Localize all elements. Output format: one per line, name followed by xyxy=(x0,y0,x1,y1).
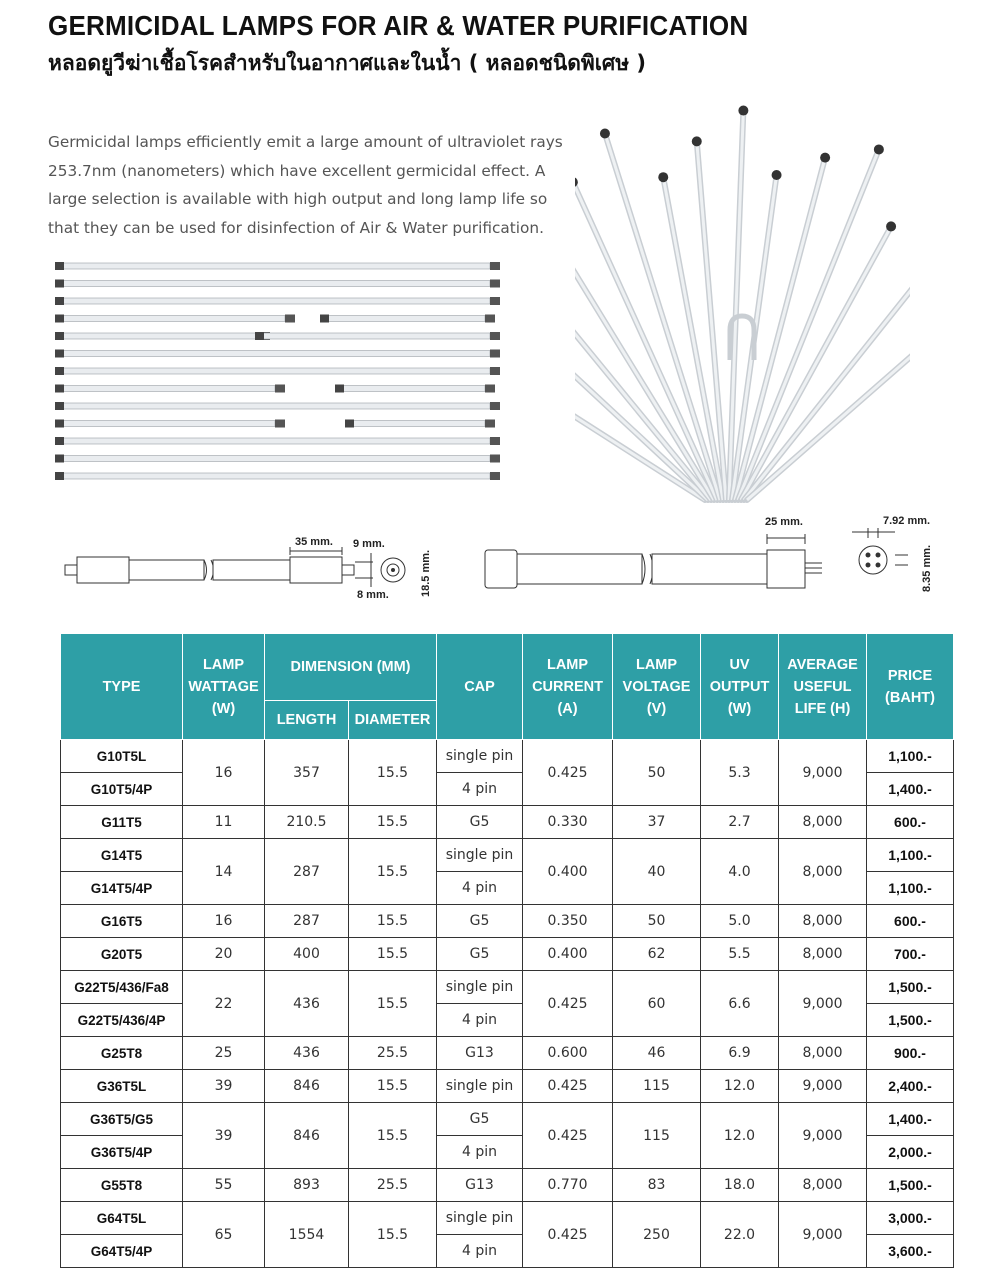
cell-current: 0.425 xyxy=(523,1202,613,1268)
cell-cap: 4 pin xyxy=(437,1004,523,1037)
cell-voltage: 115 xyxy=(613,1103,701,1169)
cell-uv: 4.0 xyxy=(701,839,779,905)
cell-life: 9,000 xyxy=(779,1202,867,1268)
cell-life: 9,000 xyxy=(779,1103,867,1169)
cell-price: 1,100.- xyxy=(867,839,954,872)
cell-voltage: 62 xyxy=(613,938,701,971)
cell-life: 8,000 xyxy=(779,806,867,839)
cell-diameter: 15.5 xyxy=(349,806,437,839)
table-row xyxy=(61,1037,954,1070)
cell-type: G25T8 xyxy=(61,1037,183,1070)
cell-price: 1,100.- xyxy=(867,872,954,905)
lamp-tube xyxy=(55,280,500,288)
cell-price: 2,000.- xyxy=(867,1136,954,1169)
cell-life: 9,000 xyxy=(779,971,867,1037)
cell-life: 8,000 xyxy=(779,839,867,905)
cell-type: G64T5L xyxy=(61,1202,183,1235)
cell-voltage: 60 xyxy=(613,971,701,1037)
cell-price: 600.- xyxy=(867,905,954,938)
cell-current: 0.330 xyxy=(523,806,613,839)
cell-length: 846 xyxy=(265,1070,349,1103)
cell-cap: G5 xyxy=(437,806,523,839)
lamp-tube xyxy=(335,385,495,393)
single-pin-dimension-diagram xyxy=(55,525,445,610)
cell-type: G14T5 xyxy=(61,839,183,872)
cell-cap: 4 pin xyxy=(437,773,523,806)
cell-voltage: 115 xyxy=(613,1070,701,1103)
lamp-tube xyxy=(55,315,295,323)
cell-life: 9,000 xyxy=(779,1070,867,1103)
lamp-tube xyxy=(55,350,500,358)
table-row xyxy=(61,971,954,1004)
pin-spacing-v-label: 8.35 mm. xyxy=(921,544,933,592)
col-header-type: TYPE xyxy=(61,634,183,740)
cell-uv: 6.9 xyxy=(701,1037,779,1070)
cell-wattage: 11 xyxy=(183,806,265,839)
cell-life: 8,000 xyxy=(779,1037,867,1070)
table-row xyxy=(61,1070,954,1103)
cell-voltage: 40 xyxy=(613,839,701,905)
cell-current: 0.400 xyxy=(523,839,613,905)
cell-price: 3,000.- xyxy=(867,1202,954,1235)
cell-wattage: 55 xyxy=(183,1169,265,1202)
cell-type: G10T5L xyxy=(61,740,183,773)
cell-type: G55T8 xyxy=(61,1169,183,1202)
cell-voltage: 50 xyxy=(613,905,701,938)
cell-cap: G13 xyxy=(437,1169,523,1202)
cell-length: 436 xyxy=(265,971,349,1037)
cell-type: G36T5/G5 xyxy=(61,1103,183,1136)
cell-cap: 4 pin xyxy=(437,872,523,905)
cell-cap: 4 pin xyxy=(437,1136,523,1169)
cell-price: 3,600.- xyxy=(867,1235,954,1268)
cell-type: G14T5/4P xyxy=(61,872,183,905)
lamps-horizontal-photo xyxy=(55,258,505,498)
cell-current: 0.400 xyxy=(523,938,613,971)
cell-cap: single pin xyxy=(437,740,523,773)
cell-type: G20T5 xyxy=(61,938,183,971)
cell-length: 287 xyxy=(265,839,349,905)
lamp-tube xyxy=(55,385,285,393)
pin-length-label: 9 mm. xyxy=(353,538,385,550)
table-row xyxy=(61,1103,954,1136)
lamp-tube xyxy=(55,472,500,480)
cell-length: 1554 xyxy=(265,1202,349,1268)
lamp-tube xyxy=(55,437,500,445)
table-row xyxy=(61,740,954,773)
cell-price: 1,500.- xyxy=(867,971,954,1004)
cell-type: G10T5/4P xyxy=(61,773,183,806)
lamp-tube xyxy=(255,332,500,340)
cell-uv: 22.0 xyxy=(701,1202,779,1268)
cell-price: 1,400.- xyxy=(867,773,954,806)
cell-price: 1,100.- xyxy=(867,740,954,773)
cell-voltage: 50 xyxy=(613,740,701,806)
cell-voltage: 250 xyxy=(613,1202,701,1268)
lamp-tube xyxy=(55,297,500,305)
cell-wattage: 25 xyxy=(183,1037,265,1070)
cell-current: 0.350 xyxy=(523,905,613,938)
cell-type: G22T5/436/4P xyxy=(61,1004,183,1037)
cell-type: G16T5 xyxy=(61,905,183,938)
cell-uv: 12.0 xyxy=(701,1103,779,1169)
tube-dia-label: 18.5 mm. xyxy=(420,549,432,597)
page-subtitle-thai: หลอดยูวีฆ่าเชื้อโรคสำหรับในอากาศและในน้ำ ( หลอดชนิดพิเศษ ) xyxy=(48,51,646,75)
cell-cap: 4 pin xyxy=(437,1235,523,1268)
cell-length: 357 xyxy=(265,740,349,806)
table-row xyxy=(61,1169,954,1202)
cell-voltage: 46 xyxy=(613,1037,701,1070)
col-header-length: LENGTH xyxy=(265,701,349,740)
lamp-tube xyxy=(55,420,285,428)
pin-spacing-h-label: 7.92 mm. xyxy=(883,515,931,527)
cell-length: 436 xyxy=(265,1037,349,1070)
cell-price: 900.- xyxy=(867,1037,954,1070)
col-header-voltage: LAMP VOLTAGE (V) xyxy=(613,634,701,740)
cap-length-label: 35 mm. xyxy=(295,536,333,548)
col-header-cap: CAP xyxy=(437,634,523,740)
cell-wattage: 65 xyxy=(183,1202,265,1268)
cell-uv: 18.0 xyxy=(701,1169,779,1202)
col-header-diameter: DIAMETER xyxy=(349,701,437,740)
cell-wattage: 39 xyxy=(183,1070,265,1103)
cell-wattage: 16 xyxy=(183,905,265,938)
cell-price: 600.- xyxy=(867,806,954,839)
cell-cap: G5 xyxy=(437,1103,523,1136)
cell-type: G36T5L xyxy=(61,1070,183,1103)
cell-current: 0.770 xyxy=(523,1169,613,1202)
cell-price: 700.- xyxy=(867,938,954,971)
cell-length: 210.5 xyxy=(265,806,349,839)
cell-voltage: 37 xyxy=(613,806,701,839)
cell-current: 0.425 xyxy=(523,1070,613,1103)
cell-price: 1,400.- xyxy=(867,1103,954,1136)
cell-life: 8,000 xyxy=(779,938,867,971)
four-pin-dimension-diagram xyxy=(480,510,950,605)
lamp-tube xyxy=(320,315,495,323)
lamps-fan-photo xyxy=(575,60,910,505)
cell-uv: 5.5 xyxy=(701,938,779,971)
table-row xyxy=(61,905,954,938)
cell-life: 9,000 xyxy=(779,740,867,806)
lamp-tube xyxy=(692,136,726,500)
cell-uv: 12.0 xyxy=(701,1070,779,1103)
cell-type: G36T5/4P xyxy=(61,1136,183,1169)
cell-wattage: 14 xyxy=(183,839,265,905)
cell-cap: single pin xyxy=(437,1070,523,1103)
cell-uv: 5.3 xyxy=(701,740,779,806)
cell-diameter: 15.5 xyxy=(349,1070,437,1103)
cell-uv: 2.7 xyxy=(701,806,779,839)
cell-length: 287 xyxy=(265,905,349,938)
cell-wattage: 39 xyxy=(183,1103,265,1169)
cell-diameter: 15.5 xyxy=(349,905,437,938)
cell-wattage: 22 xyxy=(183,971,265,1037)
cell-voltage: 83 xyxy=(613,1169,701,1202)
cell-current: 0.425 xyxy=(523,740,613,806)
cell-current: 0.425 xyxy=(523,971,613,1037)
pin-dia-label: 8 mm. xyxy=(357,589,389,601)
cell-current: 0.425 xyxy=(523,1103,613,1169)
cell-wattage: 16 xyxy=(183,740,265,806)
col-header-dimension: DIMENSION (MM) xyxy=(265,634,437,701)
cell-length: 400 xyxy=(265,938,349,971)
col-header-price: PRICE (BAHT) xyxy=(867,634,954,740)
cell-cap: single pin xyxy=(437,1202,523,1235)
cell-length: 893 xyxy=(265,1169,349,1202)
cell-type: G64T5/4P xyxy=(61,1235,183,1268)
lamp-tube xyxy=(55,402,500,410)
four-pin-cap-length-label: 25 mm. xyxy=(765,516,803,528)
cell-diameter: 25.5 xyxy=(349,1037,437,1070)
cell-cap: G5 xyxy=(437,905,523,938)
col-header-uv-output: UV OUTPUT (W) xyxy=(701,634,779,740)
cell-wattage: 20 xyxy=(183,938,265,971)
cell-diameter: 25.5 xyxy=(349,1169,437,1202)
cell-life: 8,000 xyxy=(779,1169,867,1202)
lamp-tube xyxy=(55,332,270,340)
lamp-tube xyxy=(55,262,500,270)
table-row xyxy=(61,806,954,839)
cell-current: 0.600 xyxy=(523,1037,613,1070)
col-header-wattage: LAMP WATTAGE (W) xyxy=(183,634,265,740)
page-title: GERMICIDAL LAMPS FOR AIR & WATER PURIFICATION xyxy=(48,10,749,41)
cell-diameter: 15.5 xyxy=(349,971,437,1037)
table-row xyxy=(61,839,954,872)
cell-length: 846 xyxy=(265,1103,349,1169)
col-header-useful-life: AVERAGE USEFUL LIFE (H) xyxy=(779,634,867,740)
col-header-current: LAMP CURRENT (A) xyxy=(523,634,613,740)
lamp-spec-table xyxy=(60,633,954,1268)
cell-cap: single pin xyxy=(437,971,523,1004)
intro-paragraph: Germicidal lamps efficiently emit a large amount of ultraviolet rays 253.7nm (nanometers) which have excellent germicidal effect. A large selection is available with high output and long lamp life so that they can be used for disinfection of Air & Water purification. xyxy=(48,133,563,237)
cell-type: G11T5 xyxy=(61,806,183,839)
table-row xyxy=(61,1202,954,1235)
cell-price: 2,400.- xyxy=(867,1070,954,1103)
lamp-tube xyxy=(55,455,500,463)
cell-diameter: 15.5 xyxy=(349,839,437,905)
cell-cap: G5 xyxy=(437,938,523,971)
table-row xyxy=(61,938,954,971)
cell-cap: G13 xyxy=(437,1037,523,1070)
cell-uv: 5.0 xyxy=(701,905,779,938)
cell-diameter: 15.5 xyxy=(349,740,437,806)
cell-price: 1,500.- xyxy=(867,1004,954,1037)
cell-diameter: 15.5 xyxy=(349,938,437,971)
cell-type: G22T5/436/Fa8 xyxy=(61,971,183,1004)
lamp-tube xyxy=(55,367,500,375)
cell-diameter: 15.5 xyxy=(349,1202,437,1268)
cell-price: 1,500.- xyxy=(867,1169,954,1202)
lamp-tube xyxy=(345,420,495,428)
cell-cap: single pin xyxy=(437,839,523,872)
cell-diameter: 15.5 xyxy=(349,1103,437,1169)
cell-life: 8,000 xyxy=(779,905,867,938)
cell-uv: 6.6 xyxy=(701,971,779,1037)
